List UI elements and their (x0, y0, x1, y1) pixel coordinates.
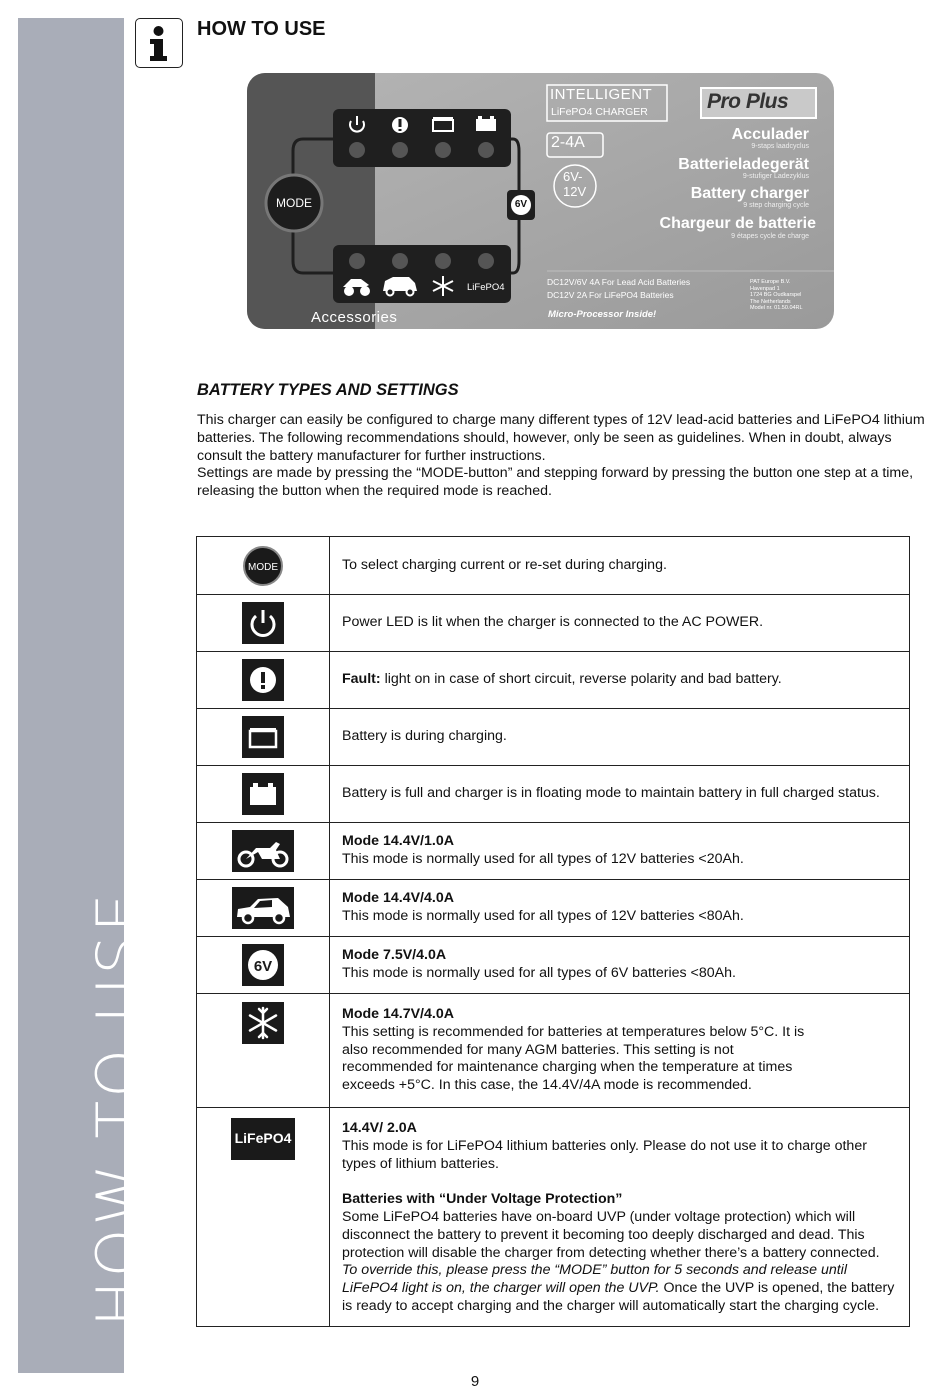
table-row (197, 1108, 910, 1327)
sidebar-band (18, 18, 156, 1373)
icon-cell (197, 994, 330, 1108)
table-row (197, 766, 910, 823)
table-row (197, 709, 910, 766)
row-description: This setting is recommended for batteries at temperatures below 5°C. It is also recommended for many AGM batteries. This setting is not recommended for maintenance charging when the temperature at times exceeds +5°C. In this case, the 14.4V/4A mode is recommended. (342, 1023, 805, 1094)
row-title: 14.4V/ 2.0A (342, 1120, 417, 1136)
fault-text: light on in case of short circuit, reverse polarity and bad battery. (380, 671, 782, 688)
row-description: This mode is normally used for all types of 12V batteries <80Ah. (342, 908, 744, 924)
uvp-text (342, 1209, 897, 1316)
table-row (197, 652, 910, 709)
uvp-text-part-2: Once the UVP is opened, the battery is ready to accept charging and the charger will automatically start the charging cycle. (342, 1280, 895, 1314)
brand-logo: Pro Plus (707, 90, 789, 113)
panel-sub-0: 9-staps laadcyclus (751, 143, 809, 150)
page-title: HOW TO USE (197, 18, 326, 40)
power-icon (242, 602, 284, 644)
motorcycle-icon (232, 830, 294, 872)
panel-range-voltage-bottom: 12V (563, 184, 587, 199)
section-title: BATTERY TYPES AND SETTINGS (197, 381, 459, 399)
panel-intelligent: INTELLIGENT (550, 86, 653, 103)
row-description: This mode is normally used for all types of 6V batteries <80Ah. (342, 965, 736, 981)
panel-lifepo4-charger: LiFePO4 CHARGER (551, 106, 648, 118)
icon-cell (197, 595, 330, 652)
mode-button-icon (242, 545, 284, 587)
intro-paragraph-1: This charger can easily be configured to charge many different types of 12V lead-acid batteries and LiFePO4 lithium batteries. The following recommendations should, however, only be seen as guidelines. When in doubt, always consult the battery manufacturer for further instructions. (197, 412, 925, 464)
row-text (330, 1108, 910, 1327)
six-volt-label: 6V (253, 958, 273, 975)
panel-range-current: 2-4A (551, 134, 585, 151)
icon-cell (197, 709, 330, 766)
panel-sub-3: 9 étapes cycle de charge (731, 233, 809, 240)
icon-cell (197, 880, 330, 937)
company-line: PAT Europe B.V. (750, 279, 791, 285)
mode-button: MODE (276, 196, 312, 210)
panel-spec-1: DC12V/6V 4A For Lead Acid Batteries (547, 277, 691, 287)
row-text (330, 937, 910, 994)
row-text: Battery is during charging. (330, 709, 910, 766)
panel-sub-2: 9 step charging cycle (743, 202, 809, 209)
icon-cell (197, 937, 330, 994)
table-row (197, 595, 910, 652)
uvp-text-part-1: Some LiFePO4 batteries have on-board UVP (under voltage protection) which will disconnect the battery to prevent it becoming too deeply discharged and dead. This protection will disable the charger from detecting whether there’s a battery connected. (342, 1208, 880, 1261)
settings-table (196, 536, 910, 1327)
panel-6v-label: 6V (514, 199, 528, 210)
icon-cell (197, 537, 330, 595)
battery-charging-icon (242, 716, 284, 758)
company-line: The Netherlands (750, 298, 791, 305)
uvp-override-instruction: To override this, please press the “MODE” button for 5 seconds and release until LiFePO4 light is on, the charger will open the UVP. (342, 1262, 847, 1297)
panel-sub-1: 9-stufiger Ladezyklus (742, 173, 809, 180)
lifepo4-icon-label: LiFePO4 (234, 1130, 292, 1146)
fault-label: Fault: (342, 671, 381, 688)
icon-cell (197, 823, 330, 880)
lifepo4-icon (231, 1118, 295, 1160)
panel-company (750, 279, 803, 312)
row-text (330, 652, 910, 709)
intro-text (197, 412, 932, 501)
charger-panel (247, 73, 834, 329)
company-line: Havenpad 1 (750, 285, 780, 292)
row-title: Mode 14.7V/4.0A (342, 1006, 454, 1022)
row-title: Mode 14.4V/1.0A (342, 833, 454, 850)
battery-full-icon (242, 773, 284, 815)
row-text: Battery is full and charger is in floating mode to maintain battery in full charged status. (330, 766, 910, 823)
row-text (330, 994, 910, 1108)
company-line: Model nr. 01.50.04RL (750, 305, 803, 311)
panel-title-1: Batterieladegerät (678, 156, 809, 173)
panel-title-0: Acculader (731, 126, 809, 143)
table-row (197, 937, 910, 994)
table-row (197, 994, 910, 1108)
panel-spec-2: DC12V 2A For LiFePO4 Batteries (547, 290, 674, 300)
row-text: To select charging current or re-set during charging. (330, 537, 910, 595)
intro-paragraph-2: Settings are made by pressing the “MODE-button” and stepping forward by pressing the button one step at a time, releasing the button when the required mode is reached. (197, 465, 914, 500)
info-icon (135, 18, 183, 68)
fault-icon (242, 659, 284, 701)
table-row (197, 880, 910, 937)
row-description: This mode is normally used for all types of 12V batteries <20Ah. (342, 851, 744, 867)
panel-title-3: Chargeur de batterie (659, 215, 816, 232)
six-volt-icon (242, 944, 284, 986)
panel-micro: Micro-Processor Inside! (548, 309, 657, 320)
company-line: 1724 BG Oudkarspel (750, 292, 802, 298)
car-icon (232, 887, 294, 929)
panel-accessories: Accessories (311, 309, 398, 326)
sidebar-label: HOW TO USE (83, 890, 156, 1327)
panel-title-2: Battery charger (690, 185, 809, 202)
row-description: This mode is for LiFePO4 lithium batteries only. Please do not use it to charge other types of lithium batteries. (342, 1137, 867, 1172)
row-text: Power LED is lit when the charger is connected to the AC POWER. (330, 595, 910, 652)
snowflake-icon (242, 1002, 284, 1044)
icon-cell (197, 652, 330, 709)
panel-range-voltage-top: 6V- (563, 169, 583, 184)
icon-cell (197, 766, 330, 823)
row-text (330, 823, 910, 880)
panel-lifepo4-label: LiFePO4 (467, 282, 505, 293)
row-title: Mode 7.5V/4.0A (342, 947, 447, 964)
mode-icon-label: MODE (248, 561, 278, 573)
page-number: 9 (470, 1373, 480, 1390)
table-row (197, 537, 910, 595)
icon-cell (197, 1108, 330, 1327)
table-row (197, 823, 910, 880)
uvp-title: Batteries with “Under Voltage Protection” (342, 1191, 623, 1208)
row-title: Mode 14.4V/4.0A (342, 890, 454, 907)
row-text (330, 880, 910, 937)
